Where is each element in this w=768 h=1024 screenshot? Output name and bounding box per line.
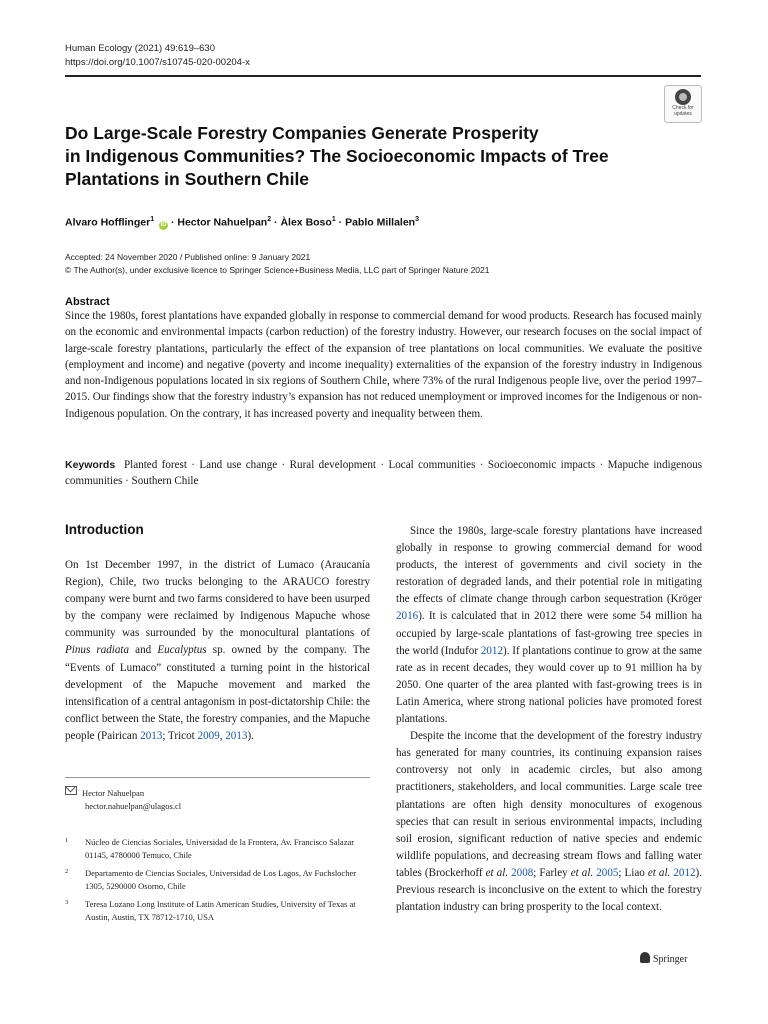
- publisher-logo: [640, 952, 687, 965]
- affiliation-text: Departamento de Ciencias Sociales, Universidad de Los Lagos, Av Fuchslocher 1305, 5290000 Osorno, Chile: [85, 868, 357, 891]
- intro-text: Despite the income that the development of the forestry industry has generated for many countries, its continuing expansion raises controversy not only in academic circles, but also among practitioners, stakeholders, and local communities. Large scale tree plantations are often high density monocultures of exogenous species that can result in serious environmental impacts, including soil erosion, significant reduction of native species and endemic wildlife populations, and decreasing stream flows and falling water tables (Brockerhoff: [396, 730, 702, 879]
- author-separator: ·: [338, 216, 343, 229]
- corresponding-author: [65, 786, 181, 813]
- badge-line1: Check for: [672, 105, 694, 111]
- journal-citation: Human Ecology (2021) 49:619–630: [65, 43, 215, 54]
- intro-text: ). If plantations continue to grow at the same rate as in recent decades, they would cover up to 91 million ha by 2050. One quarter of the area planted with fast-growing trees is in Latin America, where strong national policies have promoted forest plantations.: [396, 644, 702, 726]
- footnote-rule: [65, 777, 370, 778]
- species-name: Eucalyptus: [157, 644, 207, 657]
- citation-link[interactable]: 2012: [673, 866, 696, 879]
- intro-text: ; Farley: [533, 866, 571, 879]
- accepted-published-line: Accepted: 24 November 2020 / Published online: 9 January 2021: [65, 252, 311, 262]
- author-separator: ·: [274, 216, 278, 229]
- springer-horse-icon: [640, 952, 650, 963]
- intro-text: ).: [247, 729, 254, 742]
- author-name[interactable]: Àlex Boso: [280, 216, 332, 229]
- abstract-text: Since the 1980s, forest plantations have expanded globally in response to commercial demand for wood products. Research has focused mainly on the economic and environmental impacts (carbon reduction) of the forestry industry. However, our research focuses on the social impact of large-scale forestry plantations, particularly the effect of the expansion of tree plantations on local communities. We evaluate the positive (employment and income) and negative (poverty and income inequality) externalities of the expansion of the forestry industry in Indigenous and non-Indigenous populations located in six regions of Southern Chile, where 73% of the rural Indigenous people live, over the period 1997–2015. Our findings show that the forestry industry’s expansion has not reduced unemployment or improved incomes for the Indigenous or non-Indigenous population. On the contrary, it has increased poverty and inequality between them.: [65, 310, 702, 420]
- affiliation-1: [65, 836, 370, 862]
- intro-text: ; Tricot: [162, 729, 198, 742]
- et-al: et al.: [485, 866, 509, 879]
- contact-email[interactable]: hector.nahuelpan@ulagos.cl: [85, 801, 182, 811]
- affiliation-number: 3: [65, 899, 69, 906]
- intro-text: Since the 1980s, large-scale forestry plantations have increased globally in response to growing commercial demand for wood products, the interest of governments and civil society in the restoration of degraded lands, and their potential role in mitigating the effects of climate change through carbon sequestration (Kröger: [396, 525, 702, 606]
- intro-text: ,: [219, 729, 226, 742]
- citation-link[interactable]: 2016: [396, 610, 419, 623]
- title-line1: Do Large-Scale Forestry Companies Generate Prosperity: [65, 123, 539, 143]
- title-line2: in Indigenous Communities? The Socioeconomic Impacts of Tree: [65, 146, 609, 166]
- affiliation-2: [65, 867, 370, 893]
- affiliation-3: [65, 898, 370, 924]
- contact-name: Hector Nahuelpan: [82, 788, 145, 798]
- affiliation-number: 2: [65, 868, 69, 875]
- et-al: et al.: [647, 866, 671, 879]
- title-line3: Plantations in Southern Chile: [65, 169, 310, 189]
- author-affiliation-marker: 1: [331, 216, 336, 223]
- author-name[interactable]: Hector Nahuelpan: [177, 216, 268, 229]
- intro-left-paragraph: [65, 557, 370, 745]
- check-for-updates-badge[interactable]: [664, 85, 702, 123]
- introduction-heading: Introduction: [65, 522, 144, 537]
- intro-text: sp. owned by the company. The “Events of Lumaco” constituted a turning point in the historical development of the Mapuche movement and marked the intensification of a central antagonism in post-dictatorship Chile: the conflict between the State, the forestry companies, and the Mapuche people (Pairican: [65, 644, 371, 742]
- journal-header: [65, 42, 250, 70]
- header-rule: [65, 75, 701, 77]
- author-affiliation-marker: 2: [267, 216, 272, 223]
- intro-right-column: [396, 523, 702, 916]
- author-list: [65, 212, 419, 231]
- intro-text: On 1st December 1997, in the district of Lumaco (Araucanía Region), Chile, two trucks belonging to the ARAUCO forestry company were burnt and two farms considered to have been usurped by the company were reclaimed by Indigenous Mapuche whose community was surrounded by the monocultural plantations of: [65, 559, 370, 640]
- author-name[interactable]: Pablo Millalen: [345, 216, 416, 229]
- keywords-text: Planted forest · Land use change · Rural development · Local communities · Socioeconomic impacts · Mapuche indigenous communities · Southern Chile: [65, 459, 703, 488]
- copyright-line: © The Author(s), under exclusive licence to Springer Science+Business Media, LLC part of Springer Nature 2021: [65, 265, 490, 275]
- keywords-label: Keywords: [65, 459, 116, 471]
- species-name: Pinus radiata: [65, 644, 130, 657]
- citation-link[interactable]: 2008: [511, 866, 534, 879]
- citation-link[interactable]: 2013: [140, 729, 163, 742]
- intro-text: ). It is calculated that in 2012 there were some 54 million ha occupied by large-scale plantations of fast-growing tree species in the world (Indufor: [396, 610, 702, 657]
- intro-right-paragraph-2: [396, 728, 702, 916]
- intro-text: ). Previous research is inconclusive on the extent to which the forestry plantation industry can bring prosperity to the local context.: [396, 866, 702, 914]
- article-title: [65, 122, 665, 191]
- orcid-icon[interactable]: iD: [160, 221, 167, 228]
- badge-line2: updates: [674, 110, 692, 117]
- envelope-icon: [65, 786, 77, 795]
- doi-link[interactable]: https://doi.org/10.1007/s10745-020-00204-x: [65, 57, 250, 68]
- author-name[interactable]: Alvaro Hofflinger: [65, 216, 151, 229]
- citation-link[interactable]: 2009: [197, 729, 220, 742]
- author-separator: ·: [170, 216, 175, 229]
- intro-right-paragraph-1: [396, 523, 702, 728]
- publisher-name: Springer: [653, 954, 688, 965]
- abstract-heading: Abstract: [65, 296, 110, 308]
- et-al: et al.: [570, 866, 594, 879]
- keywords-block: [65, 457, 702, 490]
- intro-text: ; Liao: [618, 866, 648, 879]
- affiliation-number: 1: [65, 837, 69, 844]
- citation-link[interactable]: 2013: [225, 729, 248, 742]
- citation-link[interactable]: 2005: [596, 866, 619, 879]
- citation-link[interactable]: 2012: [480, 644, 504, 657]
- check-updates-icon: [675, 89, 691, 105]
- affiliation-text: Teresa Lozano Long Institute of Latin American Studies, University of Texas at Austin, Austin, TX 78712-1710, USA: [85, 899, 356, 922]
- intro-text: and: [129, 644, 158, 657]
- affiliation-text: Núcleo de Ciencias Sociales, Universidad de la Frontera, Av. Francisco Salazar 01145, 4780000 Temuco, Chile: [85, 837, 355, 860]
- publication-dates: [65, 251, 490, 277]
- author-affiliation-marker: 1: [150, 216, 155, 223]
- author-affiliation-marker: 3: [415, 216, 419, 223]
